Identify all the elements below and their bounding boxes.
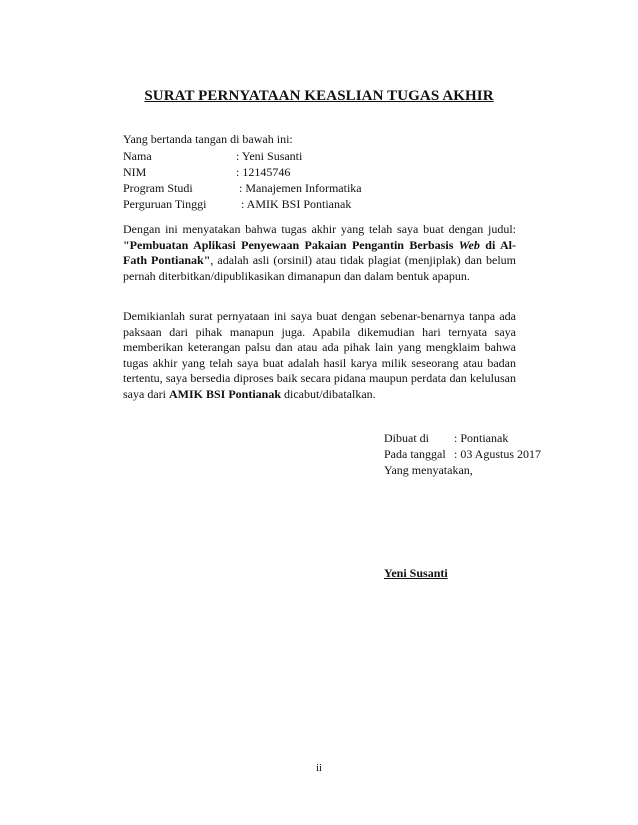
thesis-title-italic: Web [458, 237, 480, 252]
signature-label: Pada tanggal [384, 447, 446, 461]
paragraph-text: , adalah asli (orsinil) atau tidak plagiat (menjiplak) dan belum pernah diterbitkan/dipublikasikan dimanapun dan dalam bentuk apapun. [123, 253, 517, 283]
institution-name: AMIK BSI Pontianak [168, 386, 282, 401]
paragraph-text: dicabut/dibatalkan. [281, 386, 376, 401]
page-number: ii [315, 762, 323, 774]
signature-value: : 03 Agustus 2017 [454, 447, 542, 461]
identity-value: : Yeni Susanti [236, 149, 303, 163]
signer-name: Yeni Susanti [384, 566, 448, 580]
identity-value: : 12145746 [236, 165, 291, 179]
declaration-paragraph [123, 222, 516, 284]
paragraph-text: Dengan ini menyatakan bahwa tugas akhir yang telah saya buat dengan judul: [123, 222, 516, 236]
identity-label: Perguruan Tinggi [123, 197, 207, 211]
identity-value: : AMIK BSI Pontianak [241, 197, 352, 211]
paragraph-text: Demikianlah surat pernyataan ini saya buat dengan sebenar-benarnya tanpa ada paksaan dari pihak manapun juga. Apabila dikemudian hari ternyata saya memberikan keterangan palsu dan atau ada pihak lain yang mengklaim bahwa tugas akhir yang telah saya buat adalah hasil karya milik seseorang atau badan tertentu, saya bersedia diproses baik secara pidana maupun perdata dan kelulusan saya dari [123, 309, 516, 401]
identity-label: Program Studi [123, 181, 193, 195]
statement-paragraph [123, 309, 516, 403]
identity-value: : Manajemen Informatika [239, 181, 362, 195]
identity-label: Nama [123, 149, 152, 163]
thesis-title-end: di Al-Fath Pontianak" [123, 237, 517, 268]
document-title: SURAT PERNYATAAN KEASLIAN TUGAS AKHIR [144, 88, 494, 104]
signature-value: : Pontianak [454, 431, 509, 445]
signature-label: Dibuat di [384, 431, 429, 445]
identity-label: NIM [123, 165, 147, 179]
thesis-title: "Pembuatan Aplikasi Penyewaan Pakaian Pengantin Berbasis [123, 237, 459, 252]
declarant-label: Yang menyatakan, [384, 463, 473, 477]
intro-text: Yang bertanda tangan di bawah ini: [123, 132, 293, 146]
